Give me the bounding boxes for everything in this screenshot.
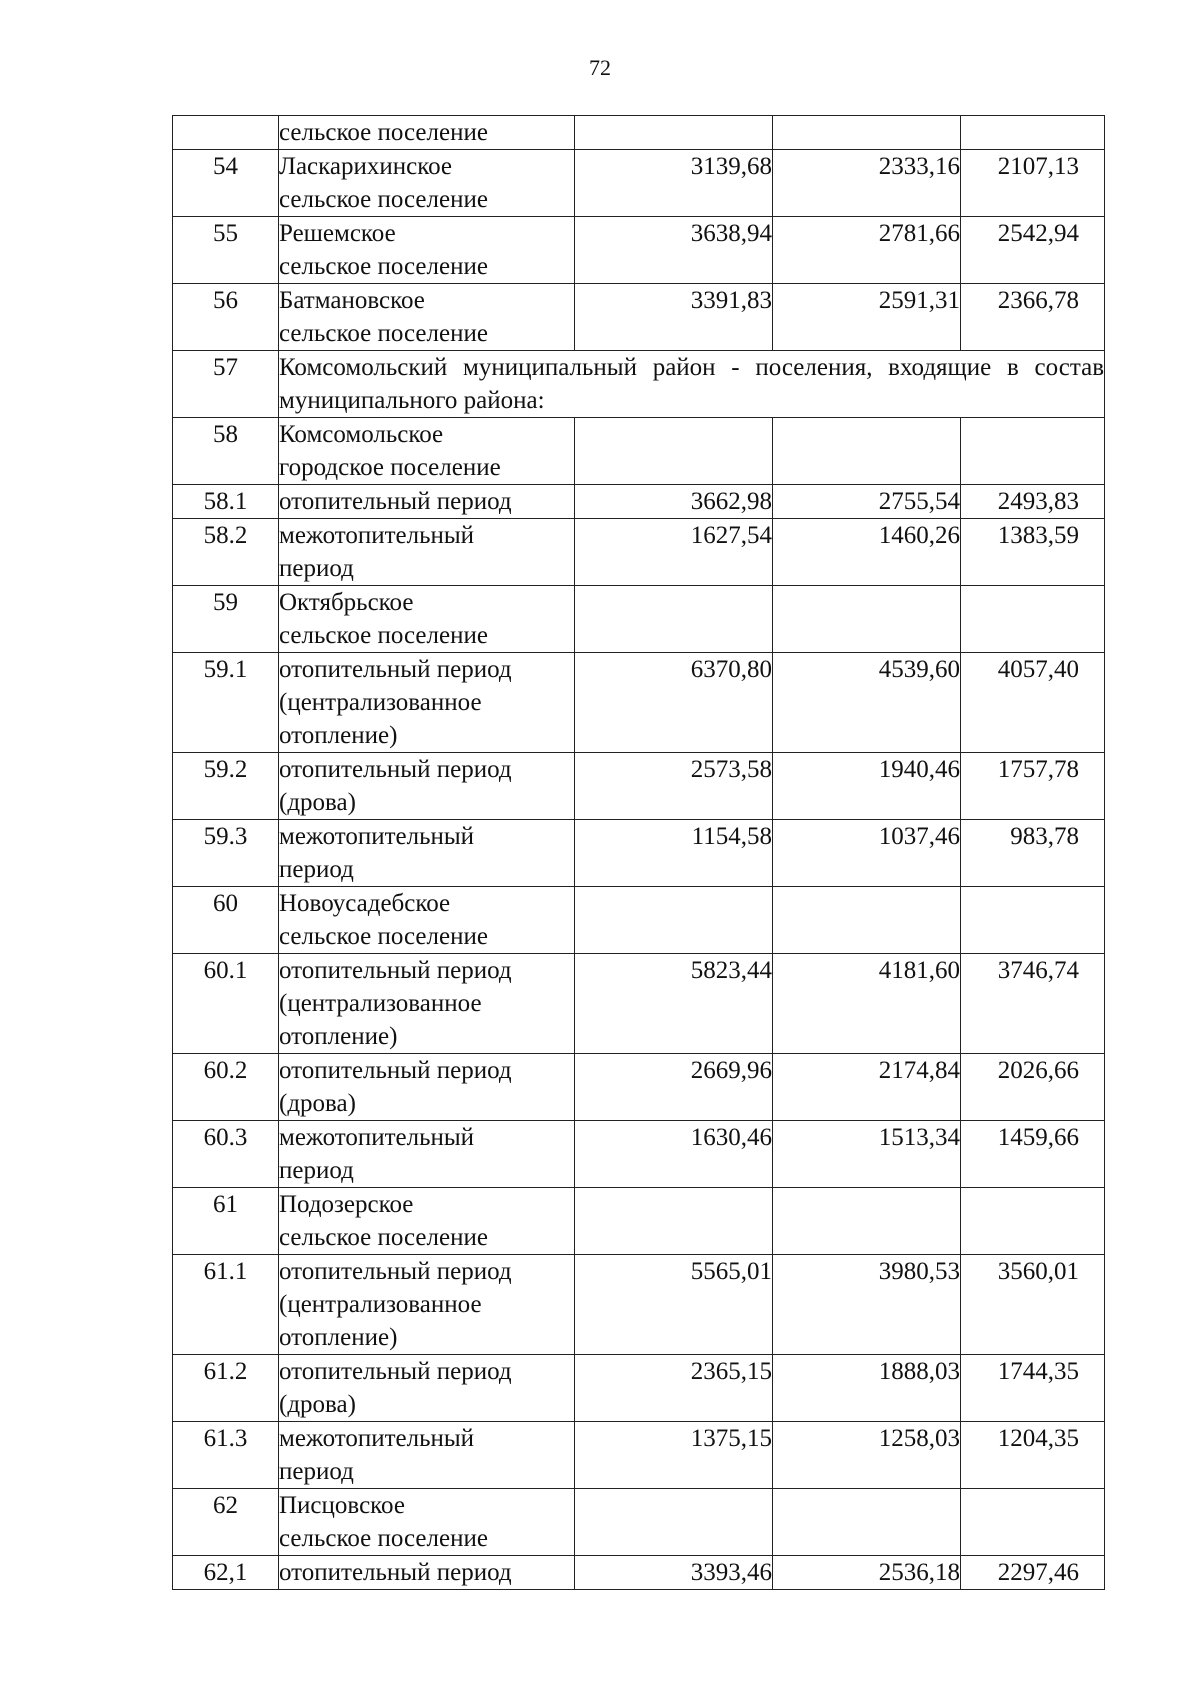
- value-col-3: 1204,35: [961, 1422, 1105, 1489]
- table-row: [173, 150, 1105, 217]
- value-col-3: 2366,78: [961, 284, 1105, 351]
- table-body: [173, 116, 1105, 1590]
- name-line: сельское поселение: [279, 923, 488, 950]
- value-col-3: 1459,66: [961, 1121, 1105, 1188]
- name-line: Писцовское: [279, 1492, 405, 1519]
- value-col-1: [575, 1489, 773, 1556]
- name-line: отопительный период: [279, 1559, 512, 1586]
- row-name: [279, 1556, 575, 1590]
- name-line: Октябрьское: [279, 589, 414, 616]
- row-name: [279, 1054, 575, 1121]
- name-line: период: [279, 555, 354, 582]
- table-row: [173, 1054, 1105, 1121]
- name-line: (дрова): [279, 1391, 356, 1418]
- name-line: отопительный период: [279, 1258, 512, 1285]
- value-col-1: [575, 887, 773, 954]
- table-row: [173, 485, 1105, 519]
- row-number: 59.1: [173, 653, 279, 753]
- row-name: [279, 586, 575, 653]
- row-number: 58.2: [173, 519, 279, 586]
- name-line: отопительный период: [279, 656, 512, 683]
- name-line: сельское поселение: [279, 119, 488, 146]
- value-col-3: [961, 586, 1105, 653]
- value-col-1: 2669,96: [575, 1054, 773, 1121]
- name-line: Подозерское: [279, 1191, 414, 1218]
- name-line: период: [279, 1458, 354, 1485]
- name-line: сельское поселение: [279, 253, 488, 280]
- value-col-2: 1940,46: [773, 753, 961, 820]
- page-number: 72: [589, 55, 611, 80]
- name-line: (дрова): [279, 1090, 356, 1117]
- name-line: Батмановское: [279, 287, 425, 314]
- value-col-2: 1888,03: [773, 1355, 961, 1422]
- name-line: (централизованное: [279, 1291, 482, 1318]
- value-col-1: 3139,68: [575, 150, 773, 217]
- row-number: 58: [173, 418, 279, 485]
- value-col-3: 983,78: [961, 820, 1105, 887]
- value-col-1: [575, 116, 773, 150]
- row-name: [279, 217, 575, 284]
- table-row: [173, 351, 1105, 418]
- name-line: (централизованное: [279, 990, 482, 1017]
- value-col-2: [773, 887, 961, 954]
- row-number: 59: [173, 586, 279, 653]
- table-row: [173, 217, 1105, 284]
- value-col-1: 1630,46: [575, 1121, 773, 1188]
- value-col-2: 4181,60: [773, 954, 961, 1054]
- row-name: [279, 1255, 575, 1355]
- row-number: 60.1: [173, 954, 279, 1054]
- name-line: отопление): [279, 722, 398, 749]
- value-col-1: 2365,15: [575, 1355, 773, 1422]
- value-col-1: [575, 1188, 773, 1255]
- row-number: 55: [173, 217, 279, 284]
- name-line: отопление): [279, 1324, 398, 1351]
- value-col-1: [575, 586, 773, 653]
- row-number: 62: [173, 1489, 279, 1556]
- table-row: [173, 1255, 1105, 1355]
- name-line: (дрова): [279, 789, 356, 816]
- row-number: 62,1: [173, 1556, 279, 1590]
- row-name: [279, 418, 575, 485]
- name-line: городское поселение: [279, 454, 501, 481]
- row-name: [279, 1355, 575, 1422]
- row-number: 61.3: [173, 1422, 279, 1489]
- value-col-3: 2107,13: [961, 150, 1105, 217]
- value-col-2: 2174,84: [773, 1054, 961, 1121]
- value-col-1: 3638,94: [575, 217, 773, 284]
- table-row: [173, 653, 1105, 753]
- table-row: [173, 418, 1105, 485]
- row-number: 58.1: [173, 485, 279, 519]
- row-name: [279, 887, 575, 954]
- row-name: [279, 150, 575, 217]
- name-line: Решемское: [279, 220, 396, 247]
- value-col-3: [961, 418, 1105, 485]
- name-line: межотопительный: [279, 522, 475, 549]
- row-name: [279, 1422, 575, 1489]
- value-col-3: 1757,78: [961, 753, 1105, 820]
- value-col-2: [773, 1188, 961, 1255]
- value-col-2: [773, 1489, 961, 1556]
- value-col-1: 5565,01: [575, 1255, 773, 1355]
- value-col-3: 2297,46: [961, 1556, 1105, 1590]
- tariff-table: [172, 115, 1105, 1590]
- row-number: 60.2: [173, 1054, 279, 1121]
- value-col-3: [961, 1188, 1105, 1255]
- value-col-1: 1154,58: [575, 820, 773, 887]
- row-number: 56: [173, 284, 279, 351]
- table-row: [173, 284, 1105, 351]
- row-name: [279, 954, 575, 1054]
- table-row: [173, 753, 1105, 820]
- name-line: Ласкарихинское: [279, 153, 453, 180]
- value-col-2: 2333,16: [773, 150, 961, 217]
- table-row: [173, 586, 1105, 653]
- name-line: отопительный период: [279, 488, 512, 515]
- value-col-1: [575, 418, 773, 485]
- row-name: [279, 116, 575, 150]
- value-col-2: 1460,26: [773, 519, 961, 586]
- row-number: 61.2: [173, 1355, 279, 1422]
- row-number: 54: [173, 150, 279, 217]
- value-col-2: 1513,34: [773, 1121, 961, 1188]
- name-line: отопительный период: [279, 756, 512, 783]
- name-line: сельское поселение: [279, 320, 488, 347]
- table-row: [173, 1188, 1105, 1255]
- table-row: [173, 1121, 1105, 1188]
- value-col-1: 6370,80: [575, 653, 773, 753]
- value-col-2: [773, 418, 961, 485]
- name-line: межотопительный: [279, 1425, 475, 1452]
- table-row: [173, 887, 1105, 954]
- name-line: межотопительный: [279, 823, 475, 850]
- value-col-2: 2755,54: [773, 485, 961, 519]
- row-name: [279, 1489, 575, 1556]
- row-name: [279, 485, 575, 519]
- name-line: Новоусадебское: [279, 890, 451, 917]
- value-col-2: 1037,46: [773, 820, 961, 887]
- row-number: [173, 116, 279, 150]
- value-col-1: 5823,44: [575, 954, 773, 1054]
- name-line: сельское поселение: [279, 1525, 488, 1552]
- row-name: [279, 753, 575, 820]
- table-row: [173, 1556, 1105, 1590]
- row-number: 59.2: [173, 753, 279, 820]
- value-col-1: 3662,98: [575, 485, 773, 519]
- value-col-2: 3980,53: [773, 1255, 961, 1355]
- value-col-3: 4057,40: [961, 653, 1105, 753]
- value-col-2: 2781,66: [773, 217, 961, 284]
- row-number: 60: [173, 887, 279, 954]
- table-row: [173, 820, 1105, 887]
- district-heading: Комсомольский муниципальный район - поселения, входящие в состав муниципального района:: [279, 351, 1105, 418]
- row-name: [279, 519, 575, 586]
- value-col-2: 4539,60: [773, 653, 961, 753]
- value-col-3: 3746,74: [961, 954, 1105, 1054]
- name-line: отопительный период: [279, 1358, 512, 1385]
- value-col-3: [961, 887, 1105, 954]
- value-col-1: 1375,15: [575, 1422, 773, 1489]
- name-line: Комсомольское: [279, 421, 444, 448]
- table-row: [173, 1422, 1105, 1489]
- row-name: [279, 653, 575, 753]
- name-line: сельское поселение: [279, 186, 488, 213]
- row-number: 57: [173, 351, 279, 418]
- value-col-1: 2573,58: [575, 753, 773, 820]
- value-col-3: 1744,35: [961, 1355, 1105, 1422]
- row-number: 61.1: [173, 1255, 279, 1355]
- name-line: отопление): [279, 1023, 398, 1050]
- value-col-3: 3560,01: [961, 1255, 1105, 1355]
- name-line: период: [279, 1157, 354, 1184]
- value-col-1: 3393,46: [575, 1556, 773, 1590]
- value-col-3: 2542,94: [961, 217, 1105, 284]
- value-col-1: 1627,54: [575, 519, 773, 586]
- table-row: [173, 1355, 1105, 1422]
- value-col-2: 1258,03: [773, 1422, 961, 1489]
- value-col-2: [773, 586, 961, 653]
- table-row: [173, 519, 1105, 586]
- name-line: сельское поселение: [279, 622, 488, 649]
- row-name: [279, 1121, 575, 1188]
- value-col-2: 2536,18: [773, 1556, 961, 1590]
- value-col-2: [773, 116, 961, 150]
- value-col-2: 2591,31: [773, 284, 961, 351]
- row-number: 60.3: [173, 1121, 279, 1188]
- table-row: [173, 1489, 1105, 1556]
- name-line: период: [279, 856, 354, 883]
- value-col-3: 2493,83: [961, 485, 1105, 519]
- table-row: [173, 954, 1105, 1054]
- table-row: [173, 116, 1105, 150]
- name-line: (централизованное: [279, 689, 482, 716]
- value-col-1: 3391,83: [575, 284, 773, 351]
- row-number: 61: [173, 1188, 279, 1255]
- row-name: [279, 284, 575, 351]
- row-name: [279, 820, 575, 887]
- value-col-3: [961, 116, 1105, 150]
- row-number: 59.3: [173, 820, 279, 887]
- value-col-3: 1383,59: [961, 519, 1105, 586]
- value-col-3: [961, 1489, 1105, 1556]
- name-line: межотопительный: [279, 1124, 475, 1151]
- row-name: [279, 1188, 575, 1255]
- value-col-3: 2026,66: [961, 1054, 1105, 1121]
- name-line: отопительный период: [279, 957, 512, 984]
- name-line: сельское поселение: [279, 1224, 488, 1251]
- name-line: отопительный период: [279, 1057, 512, 1084]
